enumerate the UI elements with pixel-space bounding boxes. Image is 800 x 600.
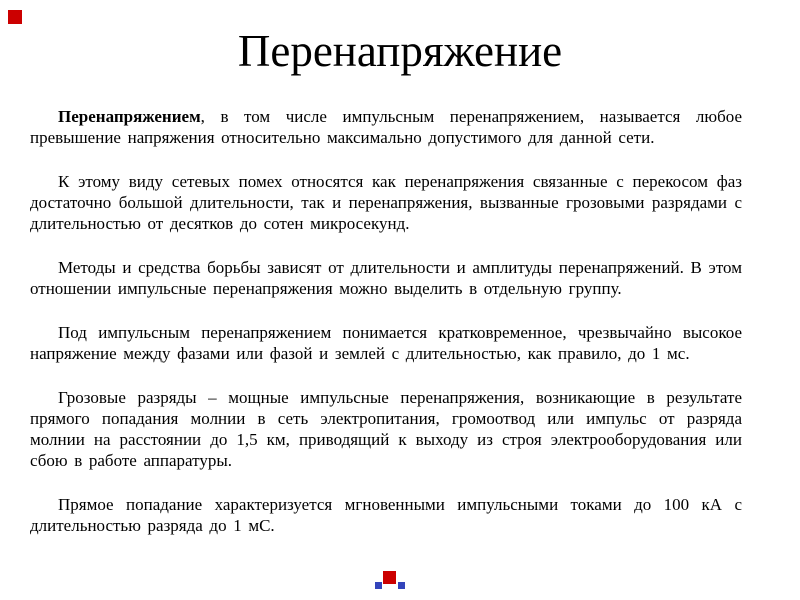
blue-square-icon (398, 582, 405, 589)
paragraph-text: Прямое попадание характеризуется мгновенными импульсными токами до 100 кА с длительностью разряда до 1 мС. (30, 495, 742, 535)
paragraph-text: Под импульсным перенапряжением понимается кратковременное, чрезвычайно высокое напряжение между фазами или фазой и землей с длительностью, как правило, до 1 мс. (30, 323, 742, 363)
red-square-accent-icon (8, 10, 22, 24)
paragraph (30, 171, 742, 234)
blue-square-icon (375, 582, 382, 589)
paragraph (30, 494, 742, 536)
paragraph-text: Грозовые разряды – мощные импульсные перенапряжения, возникающие в результате прямого попадания молнии в сеть электропитания, громоотвод или импульс от разряда молнии на расстоянии до 1,5 км, приводящий к выходу из строя электрооборудования или сбою в работе аппаратуры. (30, 388, 742, 470)
slide-title: Перенапряжение (237, 26, 563, 76)
red-square-icon (383, 571, 396, 584)
paragraph-text: Методы и средства борьбы зависят от длительности и амплитуды перенапряжений. В этом отношении импульсные перенапряжения можно выделить в отдельную группу. (30, 258, 742, 298)
paragraph (30, 106, 742, 148)
paragraph (30, 387, 742, 471)
paragraph-text: , в том числе импульсным перенапряжением, называется любое превышение напряжения относительно максимально допустимого для данной сети. (30, 107, 742, 147)
slide-body (30, 106, 742, 559)
paragraph (30, 322, 742, 364)
paragraph-lead-bold: Перенапряжением (58, 107, 201, 126)
paragraph (30, 257, 742, 299)
paragraph-text: К этому виду сетевых помех относятся как перенапряжения связанные с перекосом фаз достаточно большой длительности, так и перенапряжения, вызванные грозовыми разрядами с длительностью от десятков до сотен микросекунд. (30, 172, 742, 233)
footer-ornament (374, 569, 408, 591)
